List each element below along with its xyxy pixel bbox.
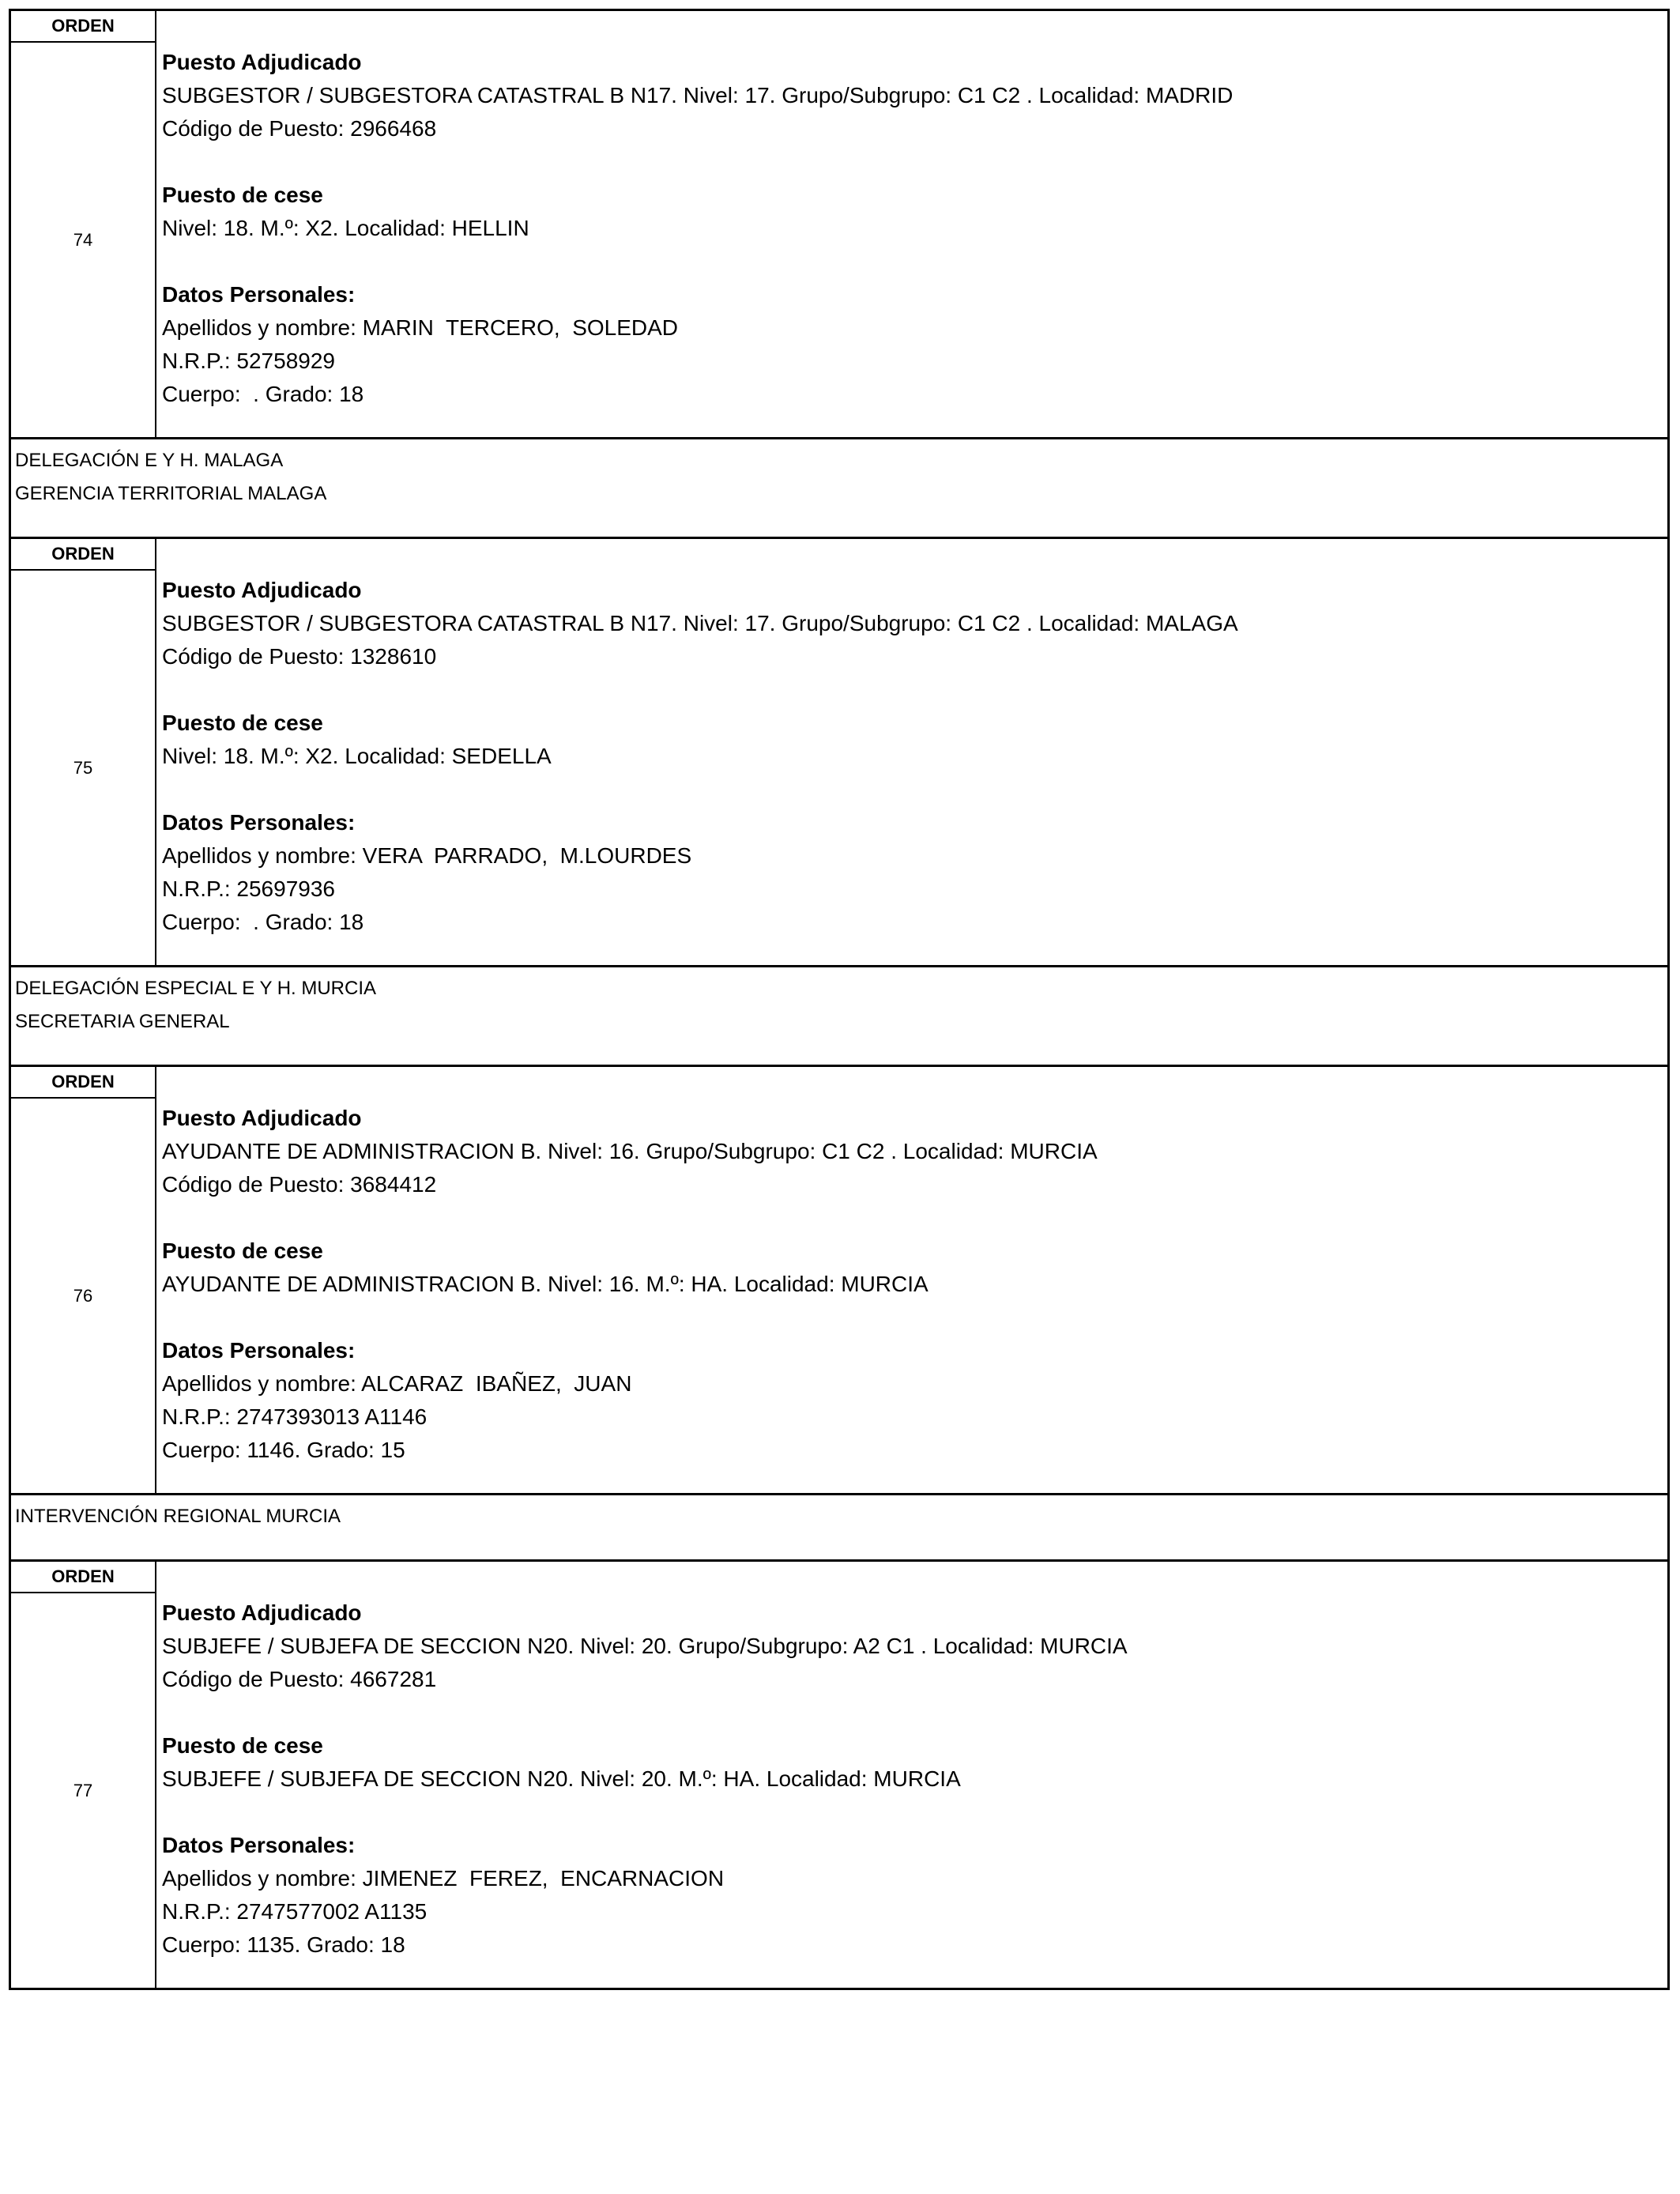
puesto-adjudicado-heading: Puesto Adjudicado	[162, 1106, 362, 1130]
codigo-puesto: Código de Puesto: 2966468	[162, 116, 437, 141]
entry-content	[156, 1562, 1667, 1988]
puesto-adjudicado-heading: Puesto Adjudicado	[162, 1600, 362, 1625]
datos-personales-heading: Datos Personales:	[162, 1833, 356, 1857]
puesto-adjudicado-heading: Puesto Adjudicado	[162, 578, 362, 602]
org-delegacion: INTERVENCIÓN REGIONAL MURCIA	[15, 1506, 341, 1527]
document-table	[9, 9, 1670, 1990]
organization-block	[9, 439, 1670, 539]
entry-content	[156, 11, 1667, 437]
puesto-cese-desc: SUBJEFE / SUBJEFA DE SECCION N20. Nivel: 20. M.º: HA. Localidad: MURCIA	[162, 1766, 961, 1791]
puesto-adjudicado-heading: Puesto Adjudicado	[162, 50, 362, 74]
nrp: N.R.P.: 2747577002 A1135	[162, 1899, 428, 1924]
puesto-cese-desc: AYUDANTE DE ADMINISTRACION B. Nivel: 16. M.º: HA. Localidad: MURCIA	[162, 1272, 929, 1296]
puesto-cese-heading: Puesto de cese	[162, 711, 323, 735]
order-header: ORDEN	[11, 11, 155, 43]
order-column	[11, 1562, 156, 1988]
puesto-cese-heading: Puesto de cese	[162, 1238, 323, 1263]
puesto-cese-heading: Puesto de cese	[162, 183, 323, 207]
codigo-puesto: Código de Puesto: 1328610	[162, 644, 437, 669]
cuerpo-grado: Cuerpo: 1135. Grado: 18	[162, 1932, 405, 1957]
cuerpo-grado: Cuerpo: . Grado: 18	[162, 382, 364, 406]
puesto-adjudicado-desc: SUBJEFE / SUBJEFA DE SECCION N20. Nivel: 20. Grupo/Subgrupo: A2 C1 . Localidad: MURCIA	[162, 1634, 1128, 1658]
order-column	[11, 539, 156, 965]
entry-section	[9, 1067, 1670, 1495]
org-delegacion: DELEGACIÓN ESPECIAL E Y H. MURCIA	[15, 978, 377, 999]
order-number: 75	[73, 757, 93, 778]
organization-block	[9, 1495, 1670, 1562]
nrp: N.R.P.: 52758929	[162, 349, 335, 373]
puesto-cese-heading: Puesto de cese	[162, 1733, 323, 1758]
order-number: 74	[73, 229, 93, 250]
nrp: N.R.P.: 2747393013 A1146	[162, 1404, 428, 1429]
datos-personales-heading: Datos Personales:	[162, 810, 356, 835]
order-number: 76	[73, 1285, 93, 1306]
codigo-puesto: Código de Puesto: 4667281	[162, 1667, 437, 1691]
apellidos-nombre: Apellidos y nombre: ALCARAZ IBAÑEZ, JUAN	[162, 1371, 632, 1396]
datos-personales-heading: Datos Personales:	[162, 282, 356, 307]
entry-content	[156, 539, 1667, 965]
org-unidad: GERENCIA TERRITORIAL MALAGA	[15, 483, 327, 504]
order-column	[11, 11, 156, 437]
nrp: N.R.P.: 25697936	[162, 876, 335, 901]
apellidos-nombre: Apellidos y nombre: JIMENEZ FEREZ, ENCARNACION	[162, 1866, 725, 1891]
org-unidad: SECRETARIA GENERAL	[15, 1011, 230, 1032]
apellidos-nombre: Apellidos y nombre: VERA PARRADO, M.LOURDES	[162, 843, 692, 868]
organization-block	[9, 967, 1670, 1067]
datos-personales-heading: Datos Personales:	[162, 1338, 356, 1363]
order-column	[11, 1067, 156, 1493]
puesto-cese-desc: Nivel: 18. M.º: X2. Localidad: HELLIN	[162, 216, 529, 240]
order-number: 77	[73, 1780, 93, 1800]
cuerpo-grado: Cuerpo: 1146. Grado: 15	[162, 1438, 405, 1462]
entry-content	[156, 1067, 1667, 1493]
codigo-puesto: Código de Puesto: 3684412	[162, 1172, 437, 1197]
order-header: ORDEN	[11, 539, 155, 571]
cuerpo-grado: Cuerpo: . Grado: 18	[162, 910, 364, 934]
entry-section	[9, 1562, 1670, 1990]
order-header: ORDEN	[11, 1562, 155, 1593]
entry-section	[9, 11, 1670, 439]
puesto-adjudicado-desc: AYUDANTE DE ADMINISTRACION B. Nivel: 16. Grupo/Subgrupo: C1 C2 . Localidad: MURCIA	[162, 1139, 1098, 1163]
order-header: ORDEN	[11, 1067, 155, 1099]
apellidos-nombre: Apellidos y nombre: MARIN TERCERO, SOLEDAD	[162, 315, 679, 340]
org-delegacion: DELEGACIÓN E Y H. MALAGA	[15, 450, 284, 471]
puesto-adjudicado-desc: SUBGESTOR / SUBGESTORA CATASTRAL B N17. Nivel: 17. Grupo/Subgrupo: C1 C2 . Localidad: MADRID	[162, 83, 1234, 107]
puesto-cese-desc: Nivel: 18. M.º: X2. Localidad: SEDELLA	[162, 744, 552, 768]
puesto-adjudicado-desc: SUBGESTOR / SUBGESTORA CATASTRAL B N17. Nivel: 17. Grupo/Subgrupo: C1 C2 . Localidad: MALAGA	[162, 611, 1238, 635]
entry-section	[9, 539, 1670, 967]
